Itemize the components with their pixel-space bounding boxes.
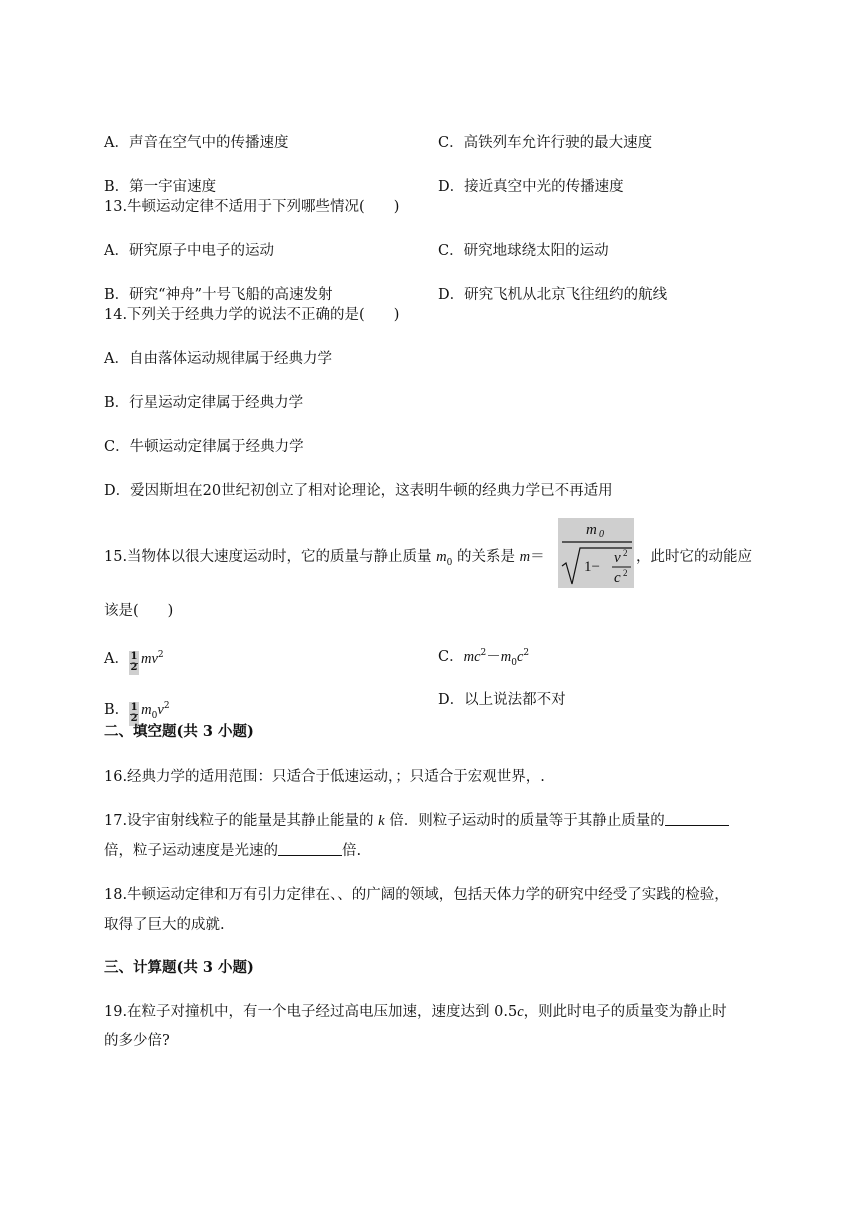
svg-text:c: c bbox=[614, 570, 621, 586]
q14-option-c: C．牛顿运动定律属于经典力学 bbox=[104, 439, 304, 455]
q18-line2: 取得了巨大的成就. bbox=[104, 917, 225, 933]
relativistic-mass-formula bbox=[558, 518, 634, 588]
q14-option-d: D．爱因斯坦在20世纪初创立了相对论理论，这表明牛顿的经典力学已不再适用 bbox=[104, 483, 613, 499]
q17-line2: 倍，粒子运动速度是光速的 倍. bbox=[104, 843, 362, 859]
q13-option-b: B．研究“神舟”十号飞船的高速发射 bbox=[104, 287, 333, 303]
q14-stem: 14.下列关于经典力学的说法不正确的是( ) bbox=[104, 307, 400, 323]
svg-text:1−: 1− bbox=[584, 559, 600, 575]
half-fraction: $\frac{1}{2}$ bbox=[130, 702, 138, 724]
q13-option-d: D．研究飞机从北京飞往纽约的航线 bbox=[438, 287, 668, 303]
q16-text: 16.经典力学的适用范围：只适合于低速运动，；只适合于宏观世界，. bbox=[104, 769, 545, 785]
q12-option-b: B．第一宇宙速度 bbox=[104, 179, 217, 195]
answer-blank[interactable] bbox=[665, 811, 729, 826]
svg-text:2: 2 bbox=[623, 568, 628, 578]
q14-option-b: B．行星运动定律属于经典力学 bbox=[104, 395, 304, 411]
q15-stem-line2: 该是( ) bbox=[104, 603, 174, 619]
q17-line1: 17.设宇宙射线粒子的能量是其静止能量的 k 倍．则粒子运动时的质量等于其静止质量的 bbox=[104, 809, 729, 830]
q13-option-c: C．研究地球绕太阳的运动 bbox=[438, 243, 609, 259]
q12-option-a: A．声音在空气中的传播速度 bbox=[104, 135, 289, 151]
svg-text:v: v bbox=[614, 550, 621, 566]
svg-text:m: m bbox=[586, 522, 597, 538]
svg-text:0: 0 bbox=[599, 529, 604, 540]
answer-blank[interactable] bbox=[278, 841, 342, 856]
q14-option-a: A．自由落体运动规律属于经典力学 bbox=[104, 351, 332, 367]
q12-option-d: D．接近真空中光的传播速度 bbox=[438, 179, 624, 195]
svg-text:2: 2 bbox=[623, 548, 628, 558]
q19-line1: 19.在粒子对撞机中，有一个电子经过高电压加速，速度达到 0.5c，则此时电子的质量变为静止时 bbox=[104, 1004, 727, 1020]
q18-line1: 18.牛顿运动定律和万有引力定律在、、的广阔的领域，包括天体力学的研究中经受了实践的检验， bbox=[104, 887, 729, 903]
q15-option-b: B． $\frac{1}{2}$ $m_0v^2$ bbox=[104, 701, 170, 724]
q15-option-d: D．以上说法都不对 bbox=[438, 692, 566, 708]
q15-option-c: C．$mc^2-m_0c^2$ bbox=[438, 648, 530, 668]
q15-stem: 15.当物体以很大速度运动时，它的质量与静止质量 $m_0$ 的关系是 m＝ bbox=[104, 549, 545, 568]
q15-option-a: A． $\frac{1}{2}$ $mv^2$ bbox=[104, 650, 164, 673]
section-fill-in-title: 二、填空题(共 3 小题) bbox=[104, 723, 254, 740]
q13-option-a: A．研究原子中电子的运动 bbox=[104, 243, 274, 259]
q19-line2: 的多少倍? bbox=[104, 1033, 170, 1049]
half-fraction: $\frac{1}{2}$ bbox=[130, 651, 138, 673]
q12-option-c: C．高铁列车允许行驶的最大速度 bbox=[438, 135, 653, 151]
q15-stem-end: ，此时它的动能应 bbox=[636, 549, 752, 565]
q13-stem: 13.牛顿运动定律不适用于下列哪些情况( ) bbox=[104, 199, 400, 215]
section-calc-title: 三、计算题(共 3 小题) bbox=[104, 959, 254, 976]
